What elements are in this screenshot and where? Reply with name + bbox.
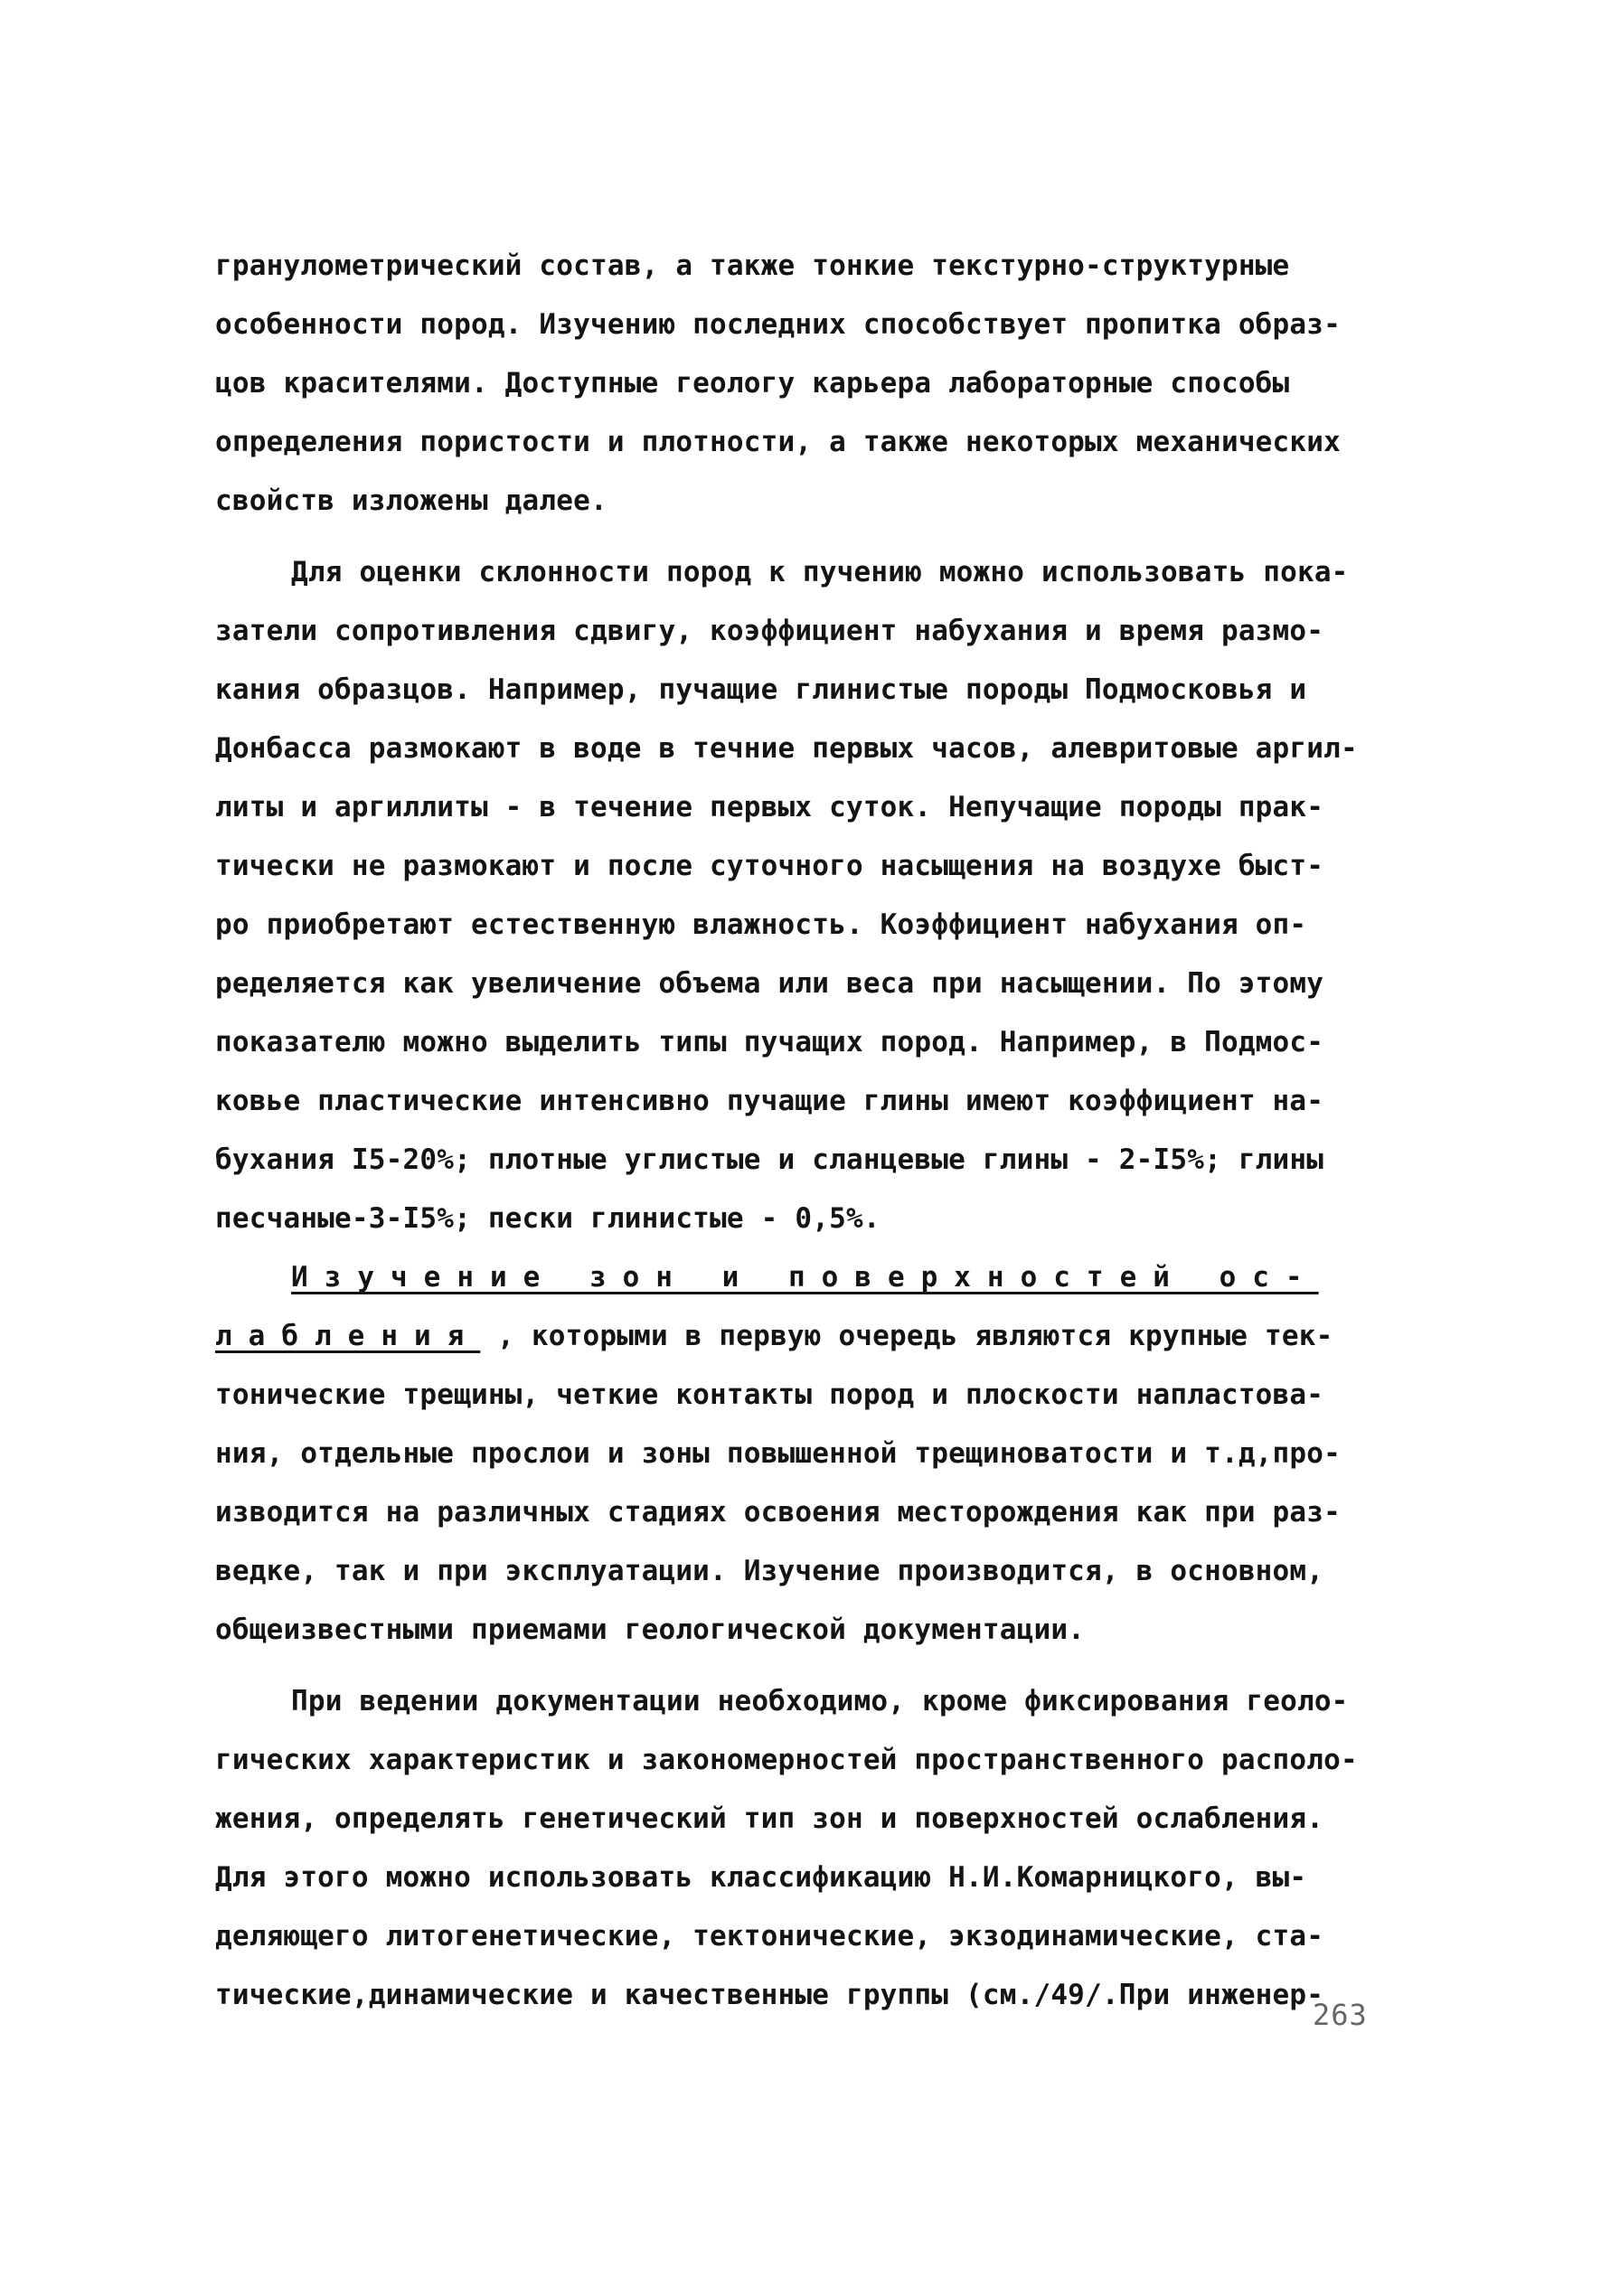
body-text (215, 237, 1408, 2025)
text-line: ковье пластические интенсивно пучащие глины имеют коэффициент на- (215, 1085, 1324, 1117)
text-line: литы и аргиллиты - в течение первых суток. Непучащие породы прак- (215, 791, 1324, 823)
text-line: цов красителями. Доступные геологу карьера лабораторные способы (215, 367, 1290, 400)
text-line: бухания I5-20%; плотные углистые и сланцевые глины - 2-I5%; глины (215, 1143, 1324, 1176)
text-line: кания образцов. Например, пучащие глинистые породы Подмосковья и (215, 673, 1307, 706)
text-line: гических характеристик и закономерностей пространственного располо- (215, 1744, 1358, 1776)
text-line: особенности пород. Изучению последних способствует пропитка образ- (215, 308, 1341, 341)
paragraph-4 (215, 1672, 1408, 2025)
text-line: ведке, так и при эксплуатации. Изучение производится, в основном, (215, 1555, 1324, 1587)
text-line: изводится на различных стадиях освоения месторождения как при раз- (215, 1496, 1341, 1529)
text-line: общеизвестными приемами геологической документации. (215, 1614, 1086, 1646)
paragraph-1 (215, 237, 1408, 531)
paragraph-3 (215, 1248, 1408, 1660)
paragraph-2 (215, 543, 1408, 1248)
text-line: ределяется как увеличение объема или веса при насыщении. По этому (215, 967, 1324, 1000)
paragraph-gap (215, 1660, 1408, 1672)
page-number: 263 (1313, 1998, 1368, 2032)
text-line: гранулометрический состав, а также тонкие текстурно-структурные (215, 249, 1290, 282)
text-line: При ведении документации необходимо, кроме фиксирования геоло- (291, 1685, 1349, 1717)
text-line: песчаные-3-I5%; пески глинистые - 0,5%. (215, 1202, 881, 1235)
text-line: тические,динамические и качественные группы (см./49/.При инженер- (215, 1979, 1324, 2011)
text-line: жения, определять генетический тип зон и поверхностей ослабления. (215, 1802, 1324, 1835)
text-line: Для этого можно использовать классификацию Н.И.Комарницкого, вы- (215, 1861, 1307, 1894)
text-line: ро приобретают естественную влажность. Коэффициент набухания оп- (215, 908, 1307, 941)
section-heading: Изучение зон и поверхностей ос- (291, 1261, 1319, 1294)
section-heading-continued: лабления (215, 1320, 481, 1352)
text-line: деляющего литогенетические, тектонические, экзодинамические, ста- (215, 1920, 1324, 1953)
text-line: Для оценки склонности пород к пучению можно использовать пока- (291, 556, 1349, 588)
section-heading-line (215, 1248, 1408, 1307)
text-run: , которыми в первую очередь являются крупные тек- (480, 1320, 1333, 1352)
text-line: свойств изложены далее. (215, 485, 607, 517)
text-line: Донбасса размокают в воде в течние первых часов, алевритовые аргил- (215, 732, 1358, 765)
text-line: определения пористости и плотности, а также некоторых механических (215, 426, 1341, 458)
text-line: затели сопротивления сдвигу, коэффициент набухания и время размо- (215, 615, 1324, 647)
text-line: ния, отдельные прослои и зоны повышенной трещиноватости и т.д,про- (215, 1437, 1341, 1470)
text-line: тически не размокают и после суточного насыщения на воздухе быст- (215, 850, 1324, 882)
text-line (215, 1307, 1408, 1366)
paragraph-gap (215, 531, 1408, 543)
text-line: показателю можно выделить типы пучащих пород. Например, в Подмос- (215, 1026, 1324, 1059)
text-line: тонические трещины, четкие контакты пород и плоскости напластова- (215, 1379, 1324, 1411)
